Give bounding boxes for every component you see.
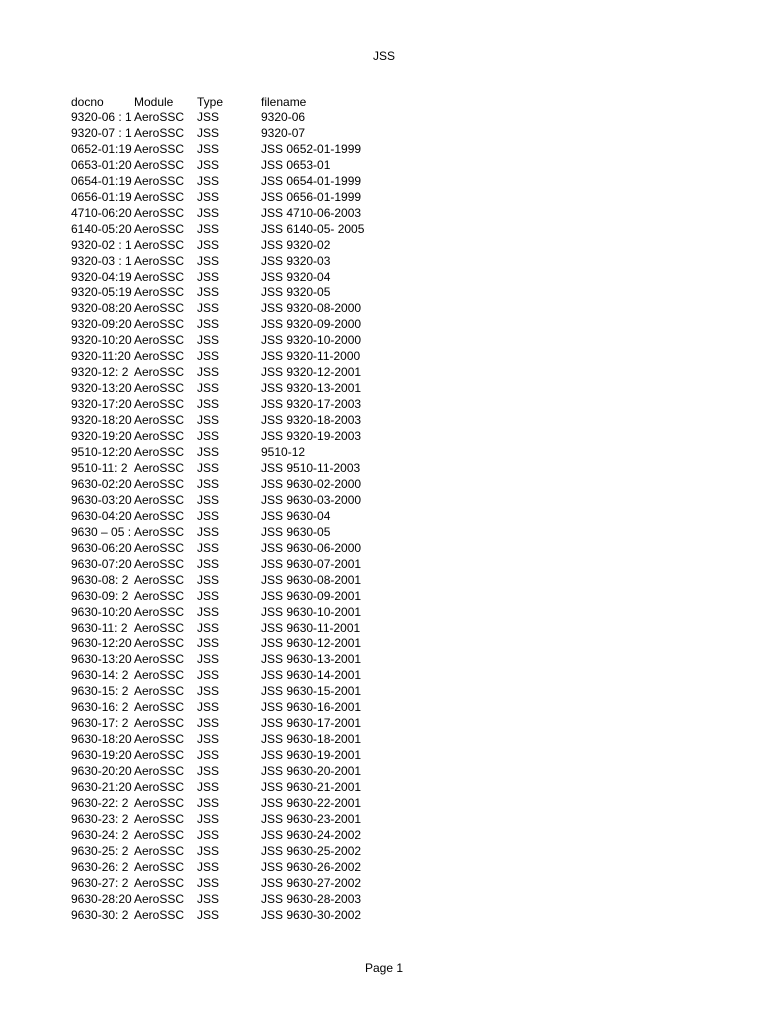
type-cell: JSS [197,748,220,763]
filename-cell: JSS 6140-05- 2005 [261,221,365,236]
type-cell: JSS [197,811,220,826]
filename-cell: JSS 9320-12-2001 [261,365,362,380]
filename-cell: JSS 0652-01-1999 [261,141,362,156]
table-row [71,158,411,174]
filename-cell: JSS 9630-09-2001 [261,588,362,603]
filename-cell: JSS 9630-18-2001 [261,732,362,747]
filename-cell: JSS 9320-09-2000 [261,317,362,332]
type-cell: JSS [197,524,220,539]
table-row [71,668,411,684]
table-row [71,876,411,892]
module-cell: AeroSSC [134,110,185,124]
module-cell: AeroSSC [134,875,185,890]
module-cell: AeroSSC [134,237,185,252]
docno-cell: 9630-06:20 [71,540,132,555]
filename-cell: JSS 9320-18-2003 [261,413,362,428]
filename-cell: 9320-06 [261,110,306,124]
type-cell: JSS [197,333,220,348]
module-cell: AeroSSC [134,476,185,491]
docno-cell: 4710-06:20 [71,205,132,220]
module-cell: AeroSSC [134,764,185,779]
type-cell: JSS [197,859,220,874]
table-row [71,349,411,365]
type-cell: JSS [197,476,220,491]
module-cell: AeroSSC [134,556,185,571]
docno-cell: 9630-16: 2 [71,700,129,715]
module-cell: AeroSSC [134,652,185,667]
filename-cell: 9510-12 [261,445,306,460]
filename-cell: JSS 9320-17-2003 [261,397,362,412]
table-row [71,700,411,716]
type-cell: JSS [197,572,220,587]
module-cell: AeroSSC [134,141,185,156]
docno-cell: 9320-18:20 [71,413,132,428]
table-row [71,621,411,637]
type-cell: JSS [197,780,220,795]
filename-cell: JSS 9320-13-2001 [261,381,362,396]
document-table [71,94,411,924]
type-cell: JSS [197,652,220,667]
table-row [71,716,411,732]
type-cell: JSS [197,381,220,396]
type-cell: JSS [197,604,220,619]
table-row [71,190,411,206]
docno-cell: 9630-09: 2 [71,588,129,603]
filename-cell: JSS 9630-17-2001 [261,716,362,731]
filename-cell: JSS 9320-05 [261,285,331,300]
docno-cell: 9630-17: 2 [71,716,129,731]
module-cell: AeroSSC [134,636,185,651]
type-cell: JSS [197,827,220,842]
type-cell: JSS [197,508,220,523]
type-cell: JSS [197,221,220,236]
docno-cell: 9630-12:20 [71,636,132,651]
type-cell: JSS [197,157,220,172]
table-row [71,509,411,525]
module-cell: AeroSSC [134,253,185,268]
docno-cell: 9320-13:20 [71,381,132,396]
filename-cell: JSS 9630-25-2002 [261,843,362,858]
table-row [71,174,411,190]
filename-cell: JSS 9630-19-2001 [261,748,362,763]
docno-cell: 9320-05:19 [71,285,132,300]
module-cell: AeroSSC [134,173,185,188]
module-cell: AeroSSC [134,333,185,348]
column-header-type: Type [197,95,224,109]
type-cell: JSS [197,397,220,412]
type-cell: JSS [197,460,220,475]
filename-cell: JSS 9320-02 [261,237,331,252]
module-cell: AeroSSC [134,700,185,715]
page-number: Page 1 [364,961,404,975]
page-header [0,48,768,64]
docno-cell: 9630-07:20 [71,556,132,571]
docno-cell: 9510-11: 2 [71,460,128,475]
filename-cell: JSS 9630-30-2002 [261,907,362,922]
docno-cell: 9630-30: 2 [71,907,129,922]
type-cell: JSS [197,269,220,284]
module-cell: AeroSSC [134,620,185,635]
filename-cell: JSS 9630-02-2000 [261,476,362,491]
module-cell: AeroSSC [134,381,185,396]
docno-cell: 6140-05:20 [71,221,132,236]
filename-cell: JSS 9630-21-2001 [261,780,362,795]
docno-cell: 9630-24: 2 [71,827,129,842]
table-row [71,860,411,876]
table-row [71,461,411,477]
table-row [71,652,411,668]
type-cell: JSS [197,588,220,603]
table-row [71,110,411,126]
table-row [71,365,411,381]
filename-cell: JSS 9630-14-2001 [261,668,362,683]
type-cell: JSS [197,700,220,715]
type-cell: JSS [197,189,220,204]
module-cell: AeroSSC [134,397,185,412]
filename-cell: JSS 4710-06-2003 [261,205,362,220]
table-row [71,222,411,238]
type-cell: JSS [197,445,220,460]
docno-cell: 9630-23: 2 [71,811,129,826]
docno-cell: 9630-04:20 [71,508,132,523]
filename-cell: JSS 9630-15-2001 [261,684,362,699]
filename-cell: JSS 9630-10-2001 [261,604,362,619]
filename-cell: JSS 0654-01-1999 [261,173,362,188]
docno-cell: 0653-01:20 [71,157,132,172]
table-row [71,301,411,317]
docno-cell: 9630-25: 2 [71,843,129,858]
docno-cell: 9320-04:19 [71,269,132,284]
filename-cell: JSS 9320-10-2000 [261,333,362,348]
module-cell: AeroSSC [134,827,185,842]
table-row [71,780,411,796]
table-header-row [71,94,411,110]
type-cell: JSS [197,413,220,428]
table-row [71,445,411,461]
type-cell: JSS [197,620,220,635]
filename-cell: JSS 9630-11-2001 [261,620,361,635]
table-row [71,206,411,222]
type-cell: JSS [197,907,220,922]
docno-cell: 9630-15: 2 [71,684,129,699]
docno-cell: 9630-02:20 [71,476,132,491]
filename-cell: JSS 9630-23-2001 [261,811,362,826]
type-cell: JSS [197,285,220,300]
type-cell: JSS [197,556,220,571]
docno-cell: 9320-12: 2 [71,365,129,380]
docno-cell: 0656-01:19 [71,189,132,204]
type-cell: JSS [197,684,220,699]
type-cell: JSS [197,795,220,810]
module-cell: AeroSSC [134,365,185,380]
docno-cell: 9320-11:20 [71,349,131,364]
type-cell: JSS [197,843,220,858]
type-cell: JSS [197,716,220,731]
module-cell: AeroSSC [134,508,185,523]
module-cell: AeroSSC [134,780,185,795]
filename-cell: JSS 9320-08-2000 [261,301,362,316]
docno-cell: 9320-10:20 [71,333,132,348]
filename-cell: JSS 9630-05 [261,524,331,539]
filename-cell: JSS 9630-13-2001 [261,652,362,667]
type-cell: JSS [197,540,220,555]
module-cell: AeroSSC [134,716,185,731]
type-cell: JSS [197,732,220,747]
module-cell: AeroSSC [134,285,185,300]
module-cell: AeroSSC [134,460,185,475]
table-row [71,238,411,254]
filename-cell: JSS 9630-12-2001 [261,636,362,651]
filename-cell: 9320-07 [261,125,306,140]
docno-cell: 9320-09:20 [71,317,132,332]
filename-cell: JSS 9630-06-2000 [261,540,362,555]
filename-cell: JSS 9630-28-2003 [261,891,362,906]
module-cell: AeroSSC [134,891,185,906]
filename-cell: JSS 9630-03-2000 [261,492,362,507]
table-row [71,589,411,605]
filename-cell: JSS 9630-07-2001 [261,556,362,571]
column-header-filename: filename [261,95,307,109]
module-cell: AeroSSC [134,604,185,619]
type-cell: JSS [197,365,220,380]
type-cell: JSS [197,875,220,890]
module-cell: AeroSSC [134,429,185,444]
filename-cell: JSS 9630-27-2002 [261,875,362,890]
table-row [71,126,411,142]
docno-cell: 9320-17:20 [71,397,132,412]
filename-cell: JSS 9320-04 [261,269,331,284]
type-cell: JSS [197,205,220,220]
table-row [71,270,411,286]
table-row [71,748,411,764]
filename-cell: JSS 9630-22-2001 [261,795,362,810]
type-cell: JSS [197,173,220,188]
type-cell: JSS [197,636,220,651]
module-cell: AeroSSC [134,221,185,236]
filename-cell: JSS 9510-11-2003 [261,460,361,475]
type-cell: JSS [197,141,220,156]
docno-cell: 9320-07 : 1 [71,125,132,140]
docno-cell: 9630-19:20 [71,748,132,763]
docno-cell: 9320-08:20 [71,301,132,316]
docno-cell: 0654-01:19 [71,173,132,188]
type-cell: JSS [197,125,220,140]
module-cell: AeroSSC [134,269,185,284]
docno-cell: 9630-14: 2 [71,668,129,683]
filename-cell: JSS 0656-01-1999 [261,189,362,204]
table-row [71,605,411,621]
table-row [71,429,411,445]
docno-cell: 9630-28:20 [71,891,132,906]
module-cell: AeroSSC [134,540,185,555]
module-cell: AeroSSC [134,907,185,922]
filename-cell: JSS 9630-08-2001 [261,572,362,587]
module-cell: AeroSSC [134,349,185,364]
module-cell: AeroSSC [134,859,185,874]
module-cell: AeroSSC [134,811,185,826]
docno-cell: 9630-21:20 [71,780,132,795]
type-cell: JSS [197,668,220,683]
page-footer [0,960,768,976]
table-row [71,892,411,908]
docno-cell: 9630-08: 2 [71,572,129,587]
module-cell: AeroSSC [134,189,185,204]
module-cell: AeroSSC [134,492,185,507]
table-row [71,397,411,413]
docno-cell: 9630-27: 2 [71,875,129,890]
table-row [71,828,411,844]
module-cell: AeroSSC [134,684,185,699]
module-cell: AeroSSC [134,795,185,810]
type-cell: JSS [197,301,220,316]
module-cell: AeroSSC [134,445,185,460]
table-row [71,636,411,652]
module-cell: AeroSSC [134,588,185,603]
docno-cell: 9320-03 : 1 [71,253,132,268]
module-cell: AeroSSC [134,205,185,220]
filename-cell: JSS 0653-01 [261,157,331,172]
docno-cell: 9630-11: 2 [71,620,128,635]
column-header-module: Module [134,95,174,109]
module-cell: AeroSSC [134,524,185,539]
module-cell: AeroSSC [134,572,185,587]
type-cell: JSS [197,492,220,507]
module-cell: AeroSSC [134,301,185,316]
table-row [71,413,411,429]
type-cell: JSS [197,253,220,268]
docno-cell: 9320-02 : 1 [71,237,132,252]
table-row [71,317,411,333]
filename-cell: JSS 9320-03 [261,253,331,268]
module-cell: AeroSSC [134,668,185,683]
table-row [71,333,411,349]
table-row [71,142,411,158]
filename-cell: JSS 9630-16-2001 [261,700,362,715]
module-cell: AeroSSC [134,317,185,332]
column-header-docno: docno [71,95,104,109]
type-cell: JSS [197,110,220,124]
table-row [71,764,411,780]
module-cell: AeroSSC [134,413,185,428]
docno-cell: 9630-18:20 [71,732,132,747]
table-row [71,254,411,270]
table-row [71,477,411,493]
type-cell: JSS [197,349,220,364]
docno-cell: 9320-06 : 1 [71,110,132,124]
filename-cell: JSS 9630-20-2001 [261,764,362,779]
docno-cell: 9630-10:20 [71,604,132,619]
type-cell: JSS [197,237,220,252]
type-cell: JSS [197,764,220,779]
docno-cell: 9510-12:20 [71,445,132,460]
docno-cell: 9630-22: 2 [71,795,129,810]
table-row [71,908,411,924]
table-row [71,493,411,509]
table-row [71,285,411,301]
table-row [71,796,411,812]
table-row [71,812,411,828]
table-body [71,110,411,924]
docno-cell: 9630-20:20 [71,764,132,779]
module-cell: AeroSSC [134,732,185,747]
type-cell: JSS [197,429,220,444]
table-row [71,541,411,557]
module-cell: AeroSSC [134,843,185,858]
filename-cell: JSS 9630-24-2002 [261,827,362,842]
docno-cell: 9630-13:20 [71,652,132,667]
docno-cell: 0652-01:19 [71,141,132,156]
table-row [71,573,411,589]
module-cell: AeroSSC [134,157,185,172]
table-row [71,844,411,860]
table-row [71,557,411,573]
table-row [71,732,411,748]
filename-cell: JSS 9320-11-2000 [261,349,361,364]
page-title: JSS [372,49,395,63]
table-row [71,381,411,397]
type-cell: JSS [197,891,220,906]
docno-cell: 9630-03:20 [71,492,132,507]
table-row [71,684,411,700]
module-cell: AeroSSC [134,125,185,140]
filename-cell: JSS 9630-26-2002 [261,859,362,874]
filename-cell: JSS 9320-19-2003 [261,429,362,444]
docno-cell: 9320-19:20 [71,429,132,444]
table-row [71,525,411,541]
docno-cell: 9630 – 05 : [71,524,132,539]
module-cell: AeroSSC [134,748,185,763]
docno-cell: 9630-26: 2 [71,859,129,874]
type-cell: JSS [197,317,220,332]
filename-cell: JSS 9630-04 [261,508,331,523]
